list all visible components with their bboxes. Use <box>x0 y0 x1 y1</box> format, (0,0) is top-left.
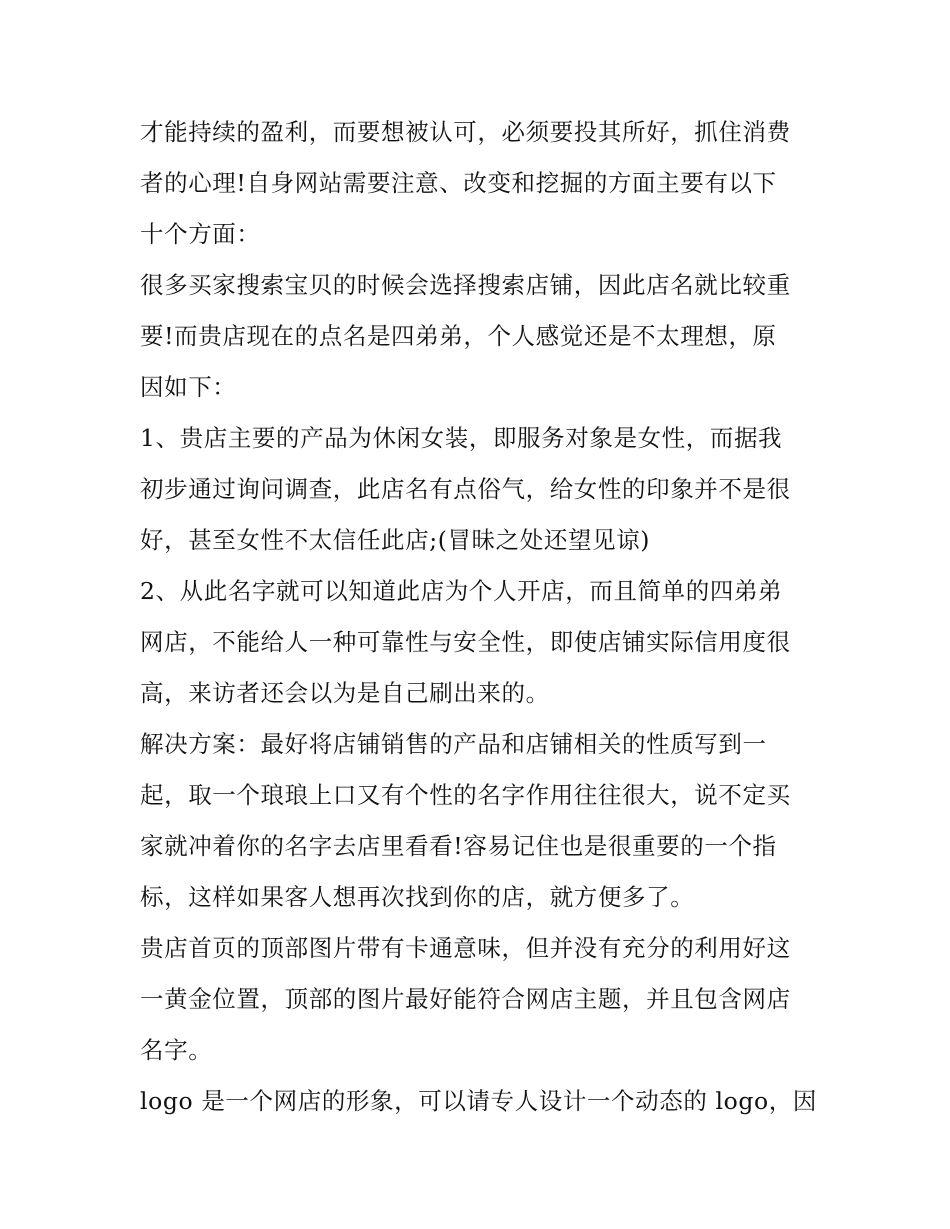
text-line: 好，甚至女性不太信任此店;(冒昧之处还望见谅) <box>140 526 651 554</box>
text-line: 1、贵店主要的产品为休闲女装，即服务对象是女性，而据我 <box>140 424 783 452</box>
text-line: 者的心理!自身网站需要注意、改变和挖掘的方面主要有以下 <box>140 169 777 197</box>
text-line: 十个方面： <box>140 220 261 248</box>
text-line: 起，取一个琅琅上口又有个性的名字作用往往很大，说不定买 <box>140 781 791 809</box>
text-line: 解决方案：最好将店铺销售的产品和店铺相关的性质写到一 <box>140 730 767 758</box>
text-line: logo 是一个网店的形象，可以请专人设计一个动态的 logo，因 <box>140 1087 817 1115</box>
text-line: 因如下： <box>140 373 237 401</box>
text-line: 很多买家搜索宝贝的时候会选择搜索店铺，因此店名就比较重 <box>140 271 791 299</box>
text-line: 初步通过询问调查，此店名有点俗气，给女性的印象并不是很 <box>140 475 791 503</box>
text-line: 2、从此名字就可以知道此店为个人开店，而且简单的四弟弟 <box>140 577 783 605</box>
text-line: 标，这样如果客人想再次找到你的店，就方便多了。 <box>140 883 695 911</box>
text-line: 贵店首页的顶部图片带有卡通意味，但并没有充分的利用好这 <box>140 934 791 962</box>
text-line: 家就冲着你的名字去店里看看!容易记住也是很重要的一个指 <box>140 832 777 860</box>
text-line: 名字。 <box>140 1036 213 1064</box>
document-body <box>140 107 820 1127</box>
text-line: 网店，不能给人一种可靠性与安全性，即使店铺实际信用度很 <box>140 628 791 656</box>
text-line: 高，来访者还会以为是自己刷出来的。 <box>140 679 550 707</box>
text-line: 要!而贵店现在的点名是四弟弟，个人感觉还是不太理想，原 <box>140 322 777 350</box>
text-line: 才能持续的盈利，而要想被认可，必须要投其所好，抓住消费 <box>140 118 791 146</box>
text-line: 一黄金位置，顶部的图片最好能符合网店主题，并且包含网店 <box>140 985 791 1013</box>
